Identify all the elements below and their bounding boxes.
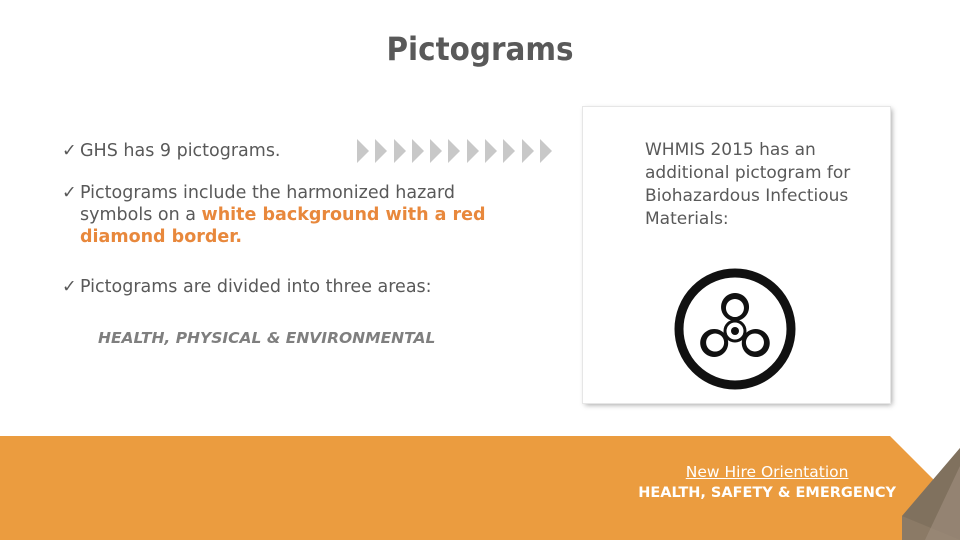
areas-line: HEALTH, PHYSICAL & ENVIRONMENTAL <box>98 329 436 347</box>
chevron-right-icon <box>503 139 515 163</box>
chevron-right-icon <box>522 139 534 163</box>
slide-title: Pictograms <box>386 30 574 68</box>
check-icon: ✓ <box>62 183 77 203</box>
check-icon: ✓ <box>62 141 77 161</box>
chevron-right-icon <box>448 139 460 163</box>
chevron-right-icon <box>540 139 552 163</box>
bullet-list <box>62 140 492 318</box>
bullet-text: Pictograms include the harmonized hazard symbols on a <box>80 183 455 225</box>
chevron-right-icon <box>467 139 479 163</box>
chevron-right-icon <box>375 139 387 163</box>
chevron-arrow-decoration <box>357 139 558 163</box>
bullet-highlight: white background with a red diamond border. <box>80 205 486 247</box>
card-text: WHMIS 2015 has an additional pictogram for Biohazardous Infectious Materials: <box>645 140 851 229</box>
biohazard-icon <box>673 267 797 391</box>
bullet-item <box>62 182 492 248</box>
chevron-right-icon <box>430 139 442 163</box>
bullet-item <box>62 276 492 298</box>
bullet-text: GHS has 9 pictograms. <box>80 141 281 161</box>
orientation-link[interactable]: New Hire Orientation <box>685 463 849 481</box>
chevron-right-icon <box>485 139 497 163</box>
footer-text <box>638 462 896 504</box>
bullet-text: Pictograms are divided into three areas: <box>80 277 432 297</box>
footer-subtitle: HEALTH, SAFETY & EMERGENCY <box>638 485 896 501</box>
chevron-right-icon <box>357 139 369 163</box>
whmis-card <box>583 107 890 403</box>
chevron-right-icon <box>412 139 424 163</box>
chevron-right-icon <box>394 139 406 163</box>
check-icon: ✓ <box>62 277 77 297</box>
